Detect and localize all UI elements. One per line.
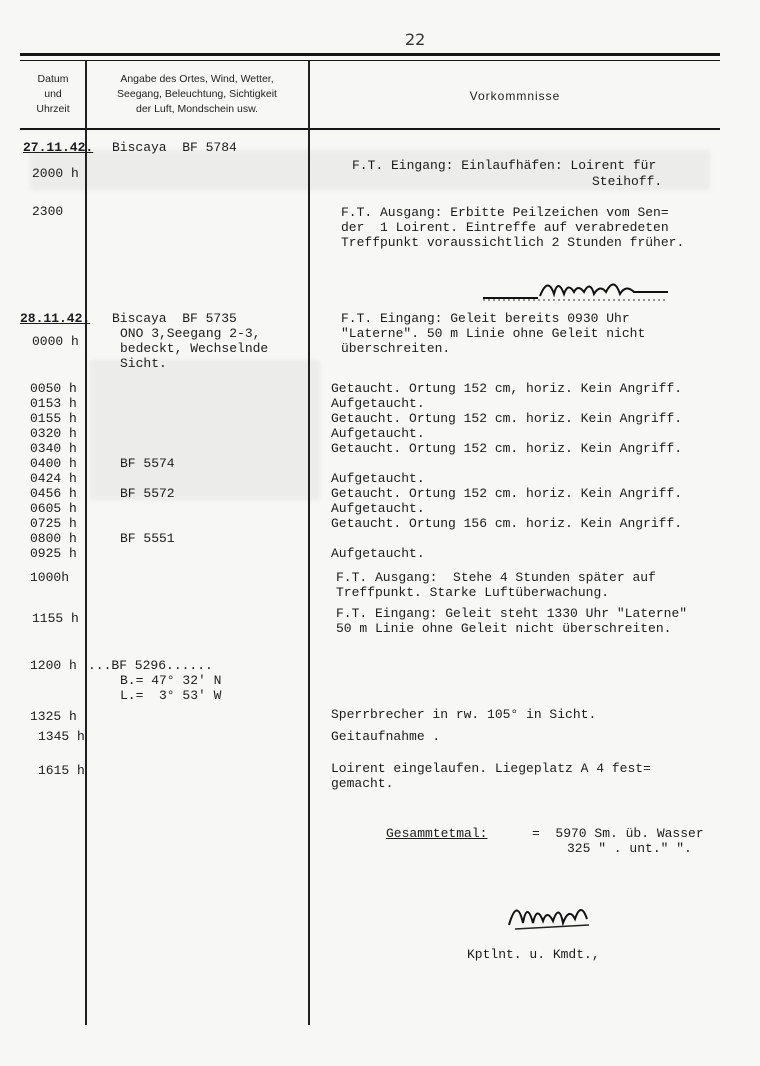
entry-time: 0605 h bbox=[30, 501, 77, 516]
entry-event: 50 m Linie ohne Geleit nicht überschreiten. bbox=[336, 621, 672, 636]
entry-time: 0725 h bbox=[30, 516, 77, 531]
entry-event: Getaucht. Ortung 152 cm. horiz. Kein Angriff. bbox=[331, 441, 683, 456]
entry-time: 0424 h bbox=[30, 471, 77, 486]
entry-time: 0153 h bbox=[30, 396, 77, 411]
entry-event: Aufgetaucht. bbox=[331, 396, 425, 411]
entry-place: BF 5574 bbox=[120, 456, 175, 471]
totals-label: Gesammtetmal: bbox=[386, 826, 488, 841]
scan-smudge bbox=[90, 360, 320, 500]
entry-event: F.T. Eingang: Einlaufhäfen: Loirent für bbox=[352, 158, 657, 173]
column-divider-place bbox=[308, 60, 310, 1025]
entry-time: 0340 h bbox=[30, 441, 77, 456]
entry-time: 1345 h bbox=[38, 729, 85, 744]
entry-place: ...BF 5296...... bbox=[88, 658, 213, 673]
entry-event: Aufgetaucht. bbox=[331, 501, 425, 516]
entry-event: der 1 Loirent. Eintreffe auf verabredeten bbox=[341, 220, 669, 235]
entry-event: Getaucht. Ortung 152 cm, horiz. Kein Angriff. bbox=[331, 381, 683, 396]
entry-time: 2300 bbox=[32, 204, 64, 219]
entry-place: Biscaya BF 5735 bbox=[112, 311, 237, 326]
entry-event: Aufgetaucht. bbox=[331, 471, 425, 486]
entry-event: überschreiten. bbox=[341, 341, 451, 356]
commander-signature bbox=[478, 270, 673, 310]
entry-time: 0050 h bbox=[30, 381, 77, 396]
entry-time: 1325 h bbox=[30, 709, 77, 724]
entry-event: F.T. Ausgang: Stehe 4 Stunden später auf bbox=[336, 570, 656, 585]
entry-event: Getaucht. Ortung 152 cm. horiz. Kein Angriff. bbox=[331, 486, 683, 501]
entry-time: 28.11.42. bbox=[20, 311, 91, 326]
entry-event: F.T. Eingang: Geleit steht 1330 Uhr "Laterne" bbox=[336, 606, 688, 621]
entry-time: 1615 h bbox=[38, 763, 85, 778]
entry-event: Loirent eingelaufen. Liegeplatz A 4 fest= bbox=[331, 761, 651, 776]
entry-place: Biscaya BF 5784 bbox=[112, 140, 237, 155]
entry-event: Aufgetaucht. bbox=[331, 546, 425, 561]
entry-event: Sperrbrecher in rw. 105° in Sicht. bbox=[331, 707, 597, 722]
entry-place: Sicht. bbox=[120, 356, 167, 371]
entry-event: "Laterne". 50 m Linie ohne Geleit nicht bbox=[341, 326, 646, 341]
entry-time: 1155 h bbox=[32, 611, 79, 626]
entry-event: Geitaufnahme . bbox=[331, 729, 441, 744]
totals-under-water: 325 " . unt." ". bbox=[567, 841, 692, 856]
entry-event: Treffpunkt. Starke Luftüberwachung. bbox=[336, 585, 610, 600]
entry-event: gemacht. bbox=[331, 776, 394, 791]
column-divider-date bbox=[85, 60, 87, 1025]
entry-place: BF 5572 bbox=[120, 486, 175, 501]
entry-time: 1200 h bbox=[30, 658, 77, 673]
header-bottom-rule bbox=[20, 128, 720, 130]
entry-event: Getaucht. Ortung 152 cm. horiz. Kein Angriff. bbox=[331, 411, 683, 426]
page-number: 22 bbox=[405, 30, 426, 49]
header-col-date: Datum und Uhrzeit bbox=[36, 73, 70, 115]
header-top-rule bbox=[20, 53, 720, 56]
entry-event: F.T. Eingang: Geleit bereits 0930 Uhr bbox=[341, 311, 630, 326]
entry-time: 0925 h bbox=[30, 546, 77, 561]
totals-above-water: = 5970 Sm. üb. Wasser bbox=[532, 826, 704, 841]
entry-place: ONO 3,Seegang 2-3, bbox=[120, 326, 261, 341]
entry-time: 2000 h bbox=[32, 166, 79, 181]
entry-event: Steihoff. bbox=[592, 174, 663, 189]
entry-event: Treffpunkt voraussichtlich 2 Stunden früher. bbox=[341, 235, 685, 250]
signature-caption: Kptlnt. u. Kmdt., bbox=[467, 947, 600, 962]
entry-event: Aufgetaucht. bbox=[331, 426, 425, 441]
entry-time: 0400 h bbox=[30, 456, 77, 471]
entry-place: L.= 3° 53' W bbox=[120, 688, 222, 703]
entry-time: 0456 h bbox=[30, 486, 77, 501]
header-col-events: Vorkommnisse bbox=[469, 89, 561, 103]
entry-place: bedeckt, Wechselnde bbox=[120, 341, 269, 356]
entry-place: BF 5551 bbox=[120, 531, 175, 546]
entry-time: 1000h bbox=[30, 570, 70, 585]
entry-event: Getaucht. Ortung 156 cm. horiz. Kein Angriff. bbox=[331, 516, 683, 531]
entry-time: 0320 h bbox=[30, 426, 77, 441]
entry-time: 0155 h bbox=[30, 411, 77, 426]
entry-time: 0800 h bbox=[30, 531, 77, 546]
entry-place: B.= 47° 32' N bbox=[120, 673, 222, 688]
header-top-rule-thin bbox=[20, 60, 720, 61]
entry-time: 27.11.42. bbox=[23, 140, 94, 155]
commander-signature bbox=[505, 893, 595, 938]
entry-time: 0000 h bbox=[32, 334, 79, 349]
header-col-place: Angabe des Ortes, Wind, Wetter, Seegang, Beleuchtung, Sichtigkeit der Luft, Mondschein usw. bbox=[117, 73, 277, 115]
entry-event: F.T. Ausgang: Erbitte Peilzeichen vom Sen= bbox=[341, 205, 669, 220]
